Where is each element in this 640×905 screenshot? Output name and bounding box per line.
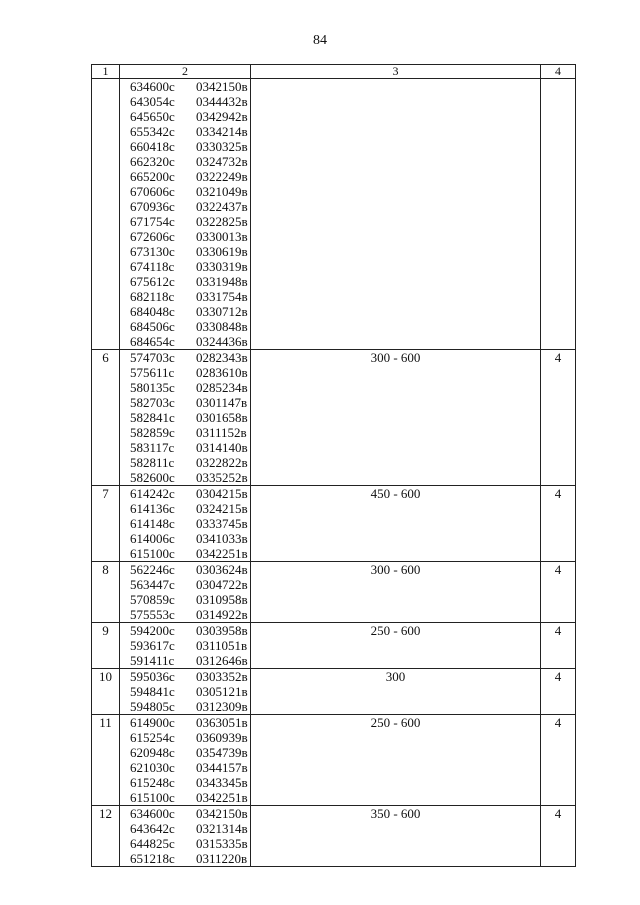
latitude-code: 575553с bbox=[130, 607, 175, 622]
coordinate-list bbox=[120, 350, 251, 486]
longitude-code: 0330013в bbox=[196, 229, 248, 244]
longitude-code: 0333745в bbox=[196, 516, 248, 531]
coordinate-list bbox=[120, 623, 251, 669]
longitude-code: 0310958в bbox=[196, 592, 248, 607]
latitude-code: 614136с bbox=[130, 501, 175, 516]
latitude-code: 582703с bbox=[130, 395, 175, 410]
longitude-code: 0301658в bbox=[196, 410, 248, 425]
longitude-code: 0322437в bbox=[196, 199, 248, 214]
range-value: 300 - 600 bbox=[251, 562, 541, 623]
table-row bbox=[92, 79, 576, 350]
longitude-code: 0321049в bbox=[196, 184, 248, 199]
coordinate-pair bbox=[120, 638, 250, 653]
coordinate-pair bbox=[120, 365, 250, 380]
coordinate-pair bbox=[120, 745, 250, 760]
header-row bbox=[92, 65, 576, 79]
latitude-code: 595036с bbox=[130, 669, 175, 684]
latitude-code: 670936с bbox=[130, 199, 175, 214]
latitude-code: 615254с bbox=[130, 730, 175, 745]
coordinate-pair bbox=[120, 395, 250, 410]
longitude-code: 0322249в bbox=[196, 169, 248, 184]
longitude-code: 0354739в bbox=[196, 745, 248, 760]
longitude-code: 0304215в bbox=[196, 486, 248, 501]
class-value: 4 bbox=[541, 350, 576, 486]
longitude-code: 0312646в bbox=[196, 653, 248, 668]
class-value: 4 bbox=[541, 623, 576, 669]
latitude-code: 591411с bbox=[130, 653, 175, 668]
header-col-4: 4 bbox=[541, 65, 576, 79]
longitude-code: 0330848в bbox=[196, 319, 248, 334]
longitude-code: 0321314в bbox=[196, 821, 248, 836]
longitude-code: 0330325в bbox=[196, 139, 248, 154]
coordinate-pair bbox=[120, 350, 250, 365]
latitude-code: 651218с bbox=[130, 851, 175, 866]
range-value: 250 - 600 bbox=[251, 715, 541, 806]
latitude-code: 574703с bbox=[130, 350, 175, 365]
latitude-code: 614900с bbox=[130, 715, 175, 730]
coordinate-pair bbox=[120, 562, 250, 577]
longitude-code: 0331948в bbox=[196, 274, 248, 289]
latitude-code: 614242с bbox=[130, 486, 175, 501]
coordinate-pair bbox=[120, 94, 250, 109]
coordinate-pair bbox=[120, 699, 250, 714]
coordinate-pair bbox=[120, 607, 250, 622]
coordinate-list bbox=[120, 669, 251, 715]
longitude-code: 0334214в bbox=[196, 124, 248, 139]
coordinate-pair bbox=[120, 669, 250, 684]
longitude-code: 0303958в bbox=[196, 623, 248, 638]
coordinate-pair bbox=[120, 684, 250, 699]
latitude-code: 570859с bbox=[130, 592, 175, 607]
latitude-code: 660418с bbox=[130, 139, 175, 154]
longitude-code: 0324215в bbox=[196, 501, 248, 516]
row-number: 10 bbox=[92, 669, 120, 715]
longitude-code: 0342251в bbox=[196, 546, 248, 561]
latitude-code: 615248с bbox=[130, 775, 175, 790]
latitude-code: 615100с bbox=[130, 546, 175, 561]
latitude-code: 563447с bbox=[130, 577, 175, 592]
coordinate-pair bbox=[120, 380, 250, 395]
longitude-code: 0282343в bbox=[196, 350, 248, 365]
class-value: 4 bbox=[541, 669, 576, 715]
latitude-code: 621030с bbox=[130, 760, 175, 775]
coordinate-pair bbox=[120, 289, 250, 304]
longitude-code: 0303624в bbox=[196, 562, 248, 577]
longitude-code: 0341033в bbox=[196, 531, 248, 546]
coordinate-pair bbox=[120, 715, 250, 730]
row-number: 11 bbox=[92, 715, 120, 806]
coordinate-pair bbox=[120, 730, 250, 745]
latitude-code: 684654с bbox=[130, 334, 175, 349]
coordinate-pair bbox=[120, 425, 250, 440]
latitude-code: 580135с bbox=[130, 380, 175, 395]
range-value bbox=[251, 79, 541, 350]
latitude-code: 674118с bbox=[130, 259, 175, 274]
row-number bbox=[92, 79, 120, 350]
latitude-code: 614148с bbox=[130, 516, 175, 531]
longitude-code: 0344432в bbox=[196, 94, 248, 109]
longitude-code: 0305121в bbox=[196, 684, 248, 699]
range-value: 300 bbox=[251, 669, 541, 715]
class-value: 4 bbox=[541, 486, 576, 562]
coordinate-pair bbox=[120, 109, 250, 124]
latitude-code: 582859с bbox=[130, 425, 175, 440]
row-number: 8 bbox=[92, 562, 120, 623]
coordinates-table bbox=[91, 64, 576, 867]
coordinate-pair bbox=[120, 184, 250, 199]
coordinate-list bbox=[120, 562, 251, 623]
longitude-code: 0312309в bbox=[196, 699, 248, 714]
latitude-code: 594200с bbox=[130, 623, 175, 638]
longitude-code: 0304722в bbox=[196, 577, 248, 592]
coordinate-pair bbox=[120, 760, 250, 775]
longitude-code: 0303352в bbox=[196, 669, 248, 684]
latitude-code: 615100с bbox=[130, 790, 175, 805]
coordinate-pair bbox=[120, 623, 250, 638]
range-value: 300 - 600 bbox=[251, 350, 541, 486]
coordinate-pair bbox=[120, 455, 250, 470]
latitude-code: 665200с bbox=[130, 169, 175, 184]
longitude-code: 0314922в bbox=[196, 607, 248, 622]
longitude-code: 0330712в bbox=[196, 304, 248, 319]
coordinate-pair bbox=[120, 470, 250, 485]
latitude-code: 582811с bbox=[130, 455, 175, 470]
longitude-code: 0342251в bbox=[196, 790, 248, 805]
row-number: 6 bbox=[92, 350, 120, 486]
latitude-code: 634600с bbox=[130, 806, 175, 821]
header-col-3: 3 bbox=[251, 65, 541, 79]
longitude-code: 0322825в bbox=[196, 214, 248, 229]
longitude-code: 0285234в bbox=[196, 380, 248, 395]
table-row bbox=[92, 486, 576, 562]
coordinate-pair bbox=[120, 592, 250, 607]
coordinate-list bbox=[120, 79, 251, 350]
coordinate-pair bbox=[120, 836, 250, 851]
coordinate-pair bbox=[120, 821, 250, 836]
coordinate-pair bbox=[120, 154, 250, 169]
latitude-code: 662320с bbox=[130, 154, 175, 169]
coordinate-pair bbox=[120, 244, 250, 259]
longitude-code: 0330619в bbox=[196, 244, 248, 259]
longitude-code: 0311220в bbox=[196, 851, 248, 866]
table-row bbox=[92, 350, 576, 486]
longitude-code: 0322822в bbox=[196, 455, 248, 470]
coordinate-pair bbox=[120, 790, 250, 805]
latitude-code: 672606с bbox=[130, 229, 175, 244]
longitude-code: 0342150в bbox=[196, 79, 248, 94]
longitude-code: 0330319в bbox=[196, 259, 248, 274]
class-value: 4 bbox=[541, 715, 576, 806]
range-value: 250 - 600 bbox=[251, 623, 541, 669]
row-number: 9 bbox=[92, 623, 120, 669]
table-row bbox=[92, 623, 576, 669]
latitude-code: 684048с bbox=[130, 304, 175, 319]
longitude-code: 0360939в bbox=[196, 730, 248, 745]
coordinate-pair bbox=[120, 851, 250, 866]
longitude-code: 0314140в bbox=[196, 440, 248, 455]
latitude-code: 562246с bbox=[130, 562, 175, 577]
coordinate-list bbox=[120, 806, 251, 867]
table-row bbox=[92, 669, 576, 715]
coordinate-pair bbox=[120, 274, 250, 289]
coordinate-pair bbox=[120, 229, 250, 244]
latitude-code: 675612с bbox=[130, 274, 175, 289]
longitude-code: 0344157в bbox=[196, 760, 248, 775]
coordinate-pair bbox=[120, 319, 250, 334]
table-body bbox=[92, 79, 576, 867]
latitude-code: 582841с bbox=[130, 410, 175, 425]
coordinate-pair bbox=[120, 775, 250, 790]
coordinate-pair bbox=[120, 214, 250, 229]
longitude-code: 0283610в bbox=[196, 365, 248, 380]
coordinate-pair bbox=[120, 546, 250, 561]
class-value: 4 bbox=[541, 806, 576, 867]
latitude-code: 575611с bbox=[130, 365, 175, 380]
coordinate-list bbox=[120, 486, 251, 562]
coordinate-pair bbox=[120, 577, 250, 592]
coordinate-pair bbox=[120, 139, 250, 154]
coordinate-pair bbox=[120, 531, 250, 546]
range-value: 450 - 600 bbox=[251, 486, 541, 562]
latitude-code: 673130с bbox=[130, 244, 175, 259]
longitude-code: 0301147в bbox=[196, 395, 248, 410]
latitude-code: 594841с bbox=[130, 684, 175, 699]
latitude-code: 643054с bbox=[130, 94, 175, 109]
longitude-code: 0363051в bbox=[196, 715, 248, 730]
page-number: 84 bbox=[313, 33, 327, 48]
coordinate-pair bbox=[120, 259, 250, 274]
table-row bbox=[92, 715, 576, 806]
latitude-code: 655342с bbox=[130, 124, 175, 139]
latitude-code: 644825с bbox=[130, 836, 175, 851]
longitude-code: 0324732в bbox=[196, 154, 248, 169]
coordinate-pair bbox=[120, 79, 250, 94]
table-header bbox=[92, 65, 576, 79]
latitude-code: 645650с bbox=[130, 109, 175, 124]
coordinate-pair bbox=[120, 199, 250, 214]
latitude-code: 670606с bbox=[130, 184, 175, 199]
longitude-code: 0335252в bbox=[196, 470, 248, 485]
latitude-code: 594805с bbox=[130, 699, 175, 714]
longitude-code: 0311152в bbox=[196, 425, 247, 440]
latitude-code: 682118с bbox=[130, 289, 175, 304]
row-number: 12 bbox=[92, 806, 120, 867]
class-value bbox=[541, 79, 576, 350]
coordinate-pair bbox=[120, 806, 250, 821]
coordinate-pair bbox=[120, 486, 250, 501]
latitude-code: 620948с bbox=[130, 745, 175, 760]
longitude-code: 0324436в bbox=[196, 334, 248, 349]
longitude-code: 0343345в bbox=[196, 775, 248, 790]
latitude-code: 634600с bbox=[130, 79, 175, 94]
coordinate-list bbox=[120, 715, 251, 806]
longitude-code: 0311051в bbox=[196, 638, 248, 653]
coordinate-pair bbox=[120, 304, 250, 319]
coordinate-pair bbox=[120, 410, 250, 425]
class-value: 4 bbox=[541, 562, 576, 623]
latitude-code: 643642с bbox=[130, 821, 175, 836]
table-row bbox=[92, 562, 576, 623]
coordinate-pair bbox=[120, 124, 250, 139]
coordinate-pair bbox=[120, 516, 250, 531]
latitude-code: 582600с bbox=[130, 470, 175, 485]
table-row bbox=[92, 806, 576, 867]
latitude-code: 614006с bbox=[130, 531, 175, 546]
coordinate-pair bbox=[120, 653, 250, 668]
latitude-code: 593617с bbox=[130, 638, 175, 653]
longitude-code: 0342150в bbox=[196, 806, 248, 821]
latitude-code: 671754с bbox=[130, 214, 175, 229]
coordinate-pair bbox=[120, 440, 250, 455]
longitude-code: 0331754в bbox=[196, 289, 248, 304]
row-number: 7 bbox=[92, 486, 120, 562]
latitude-code: 583117с bbox=[130, 440, 175, 455]
coordinate-pair bbox=[120, 334, 250, 349]
range-value: 350 - 600 bbox=[251, 806, 541, 867]
longitude-code: 0342942в bbox=[196, 109, 248, 124]
coordinate-pair bbox=[120, 169, 250, 184]
longitude-code: 0315335в bbox=[196, 836, 248, 851]
coordinate-pair bbox=[120, 501, 250, 516]
header-col-1: 1 bbox=[92, 65, 120, 79]
header-col-2: 2 bbox=[120, 65, 251, 79]
latitude-code: 684506с bbox=[130, 319, 175, 334]
